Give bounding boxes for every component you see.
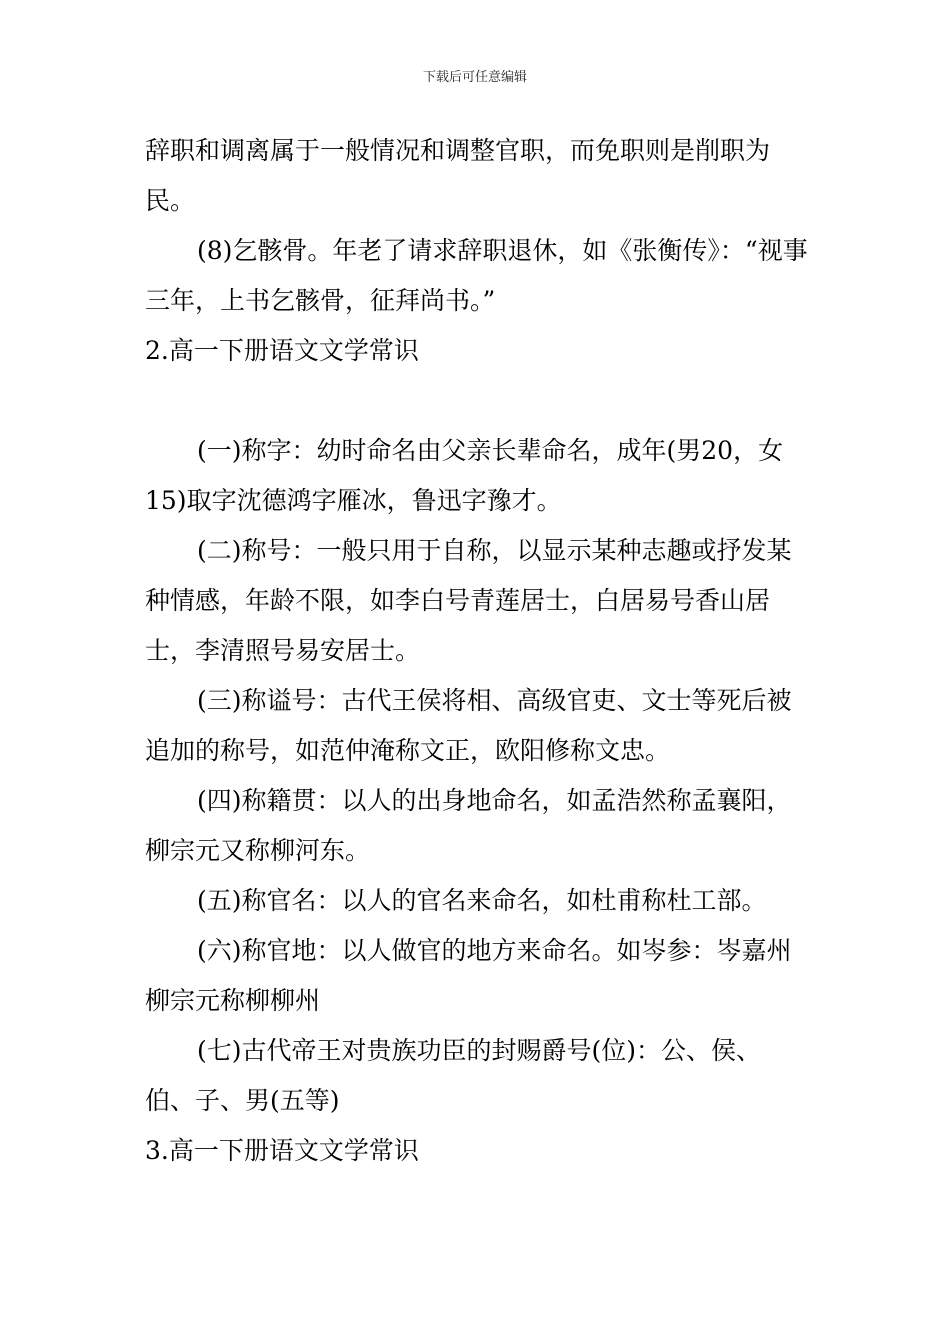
paragraph-8: (六)称官地：以人做官的地方来命名。如岑参：岑嘉州柳宗元称柳柳州 xyxy=(145,936,792,1015)
paragraph-9: (七)古代帝王对贵族功臣的封赐爵号(位)：公、侯、伯、子、男(五等) xyxy=(145,1036,762,1115)
page-header: 下载后可任意编辑 xyxy=(422,70,527,85)
document-body xyxy=(145,126,810,1176)
paragraph-4: (二)称号：一般只用于自称，以显示某种志趣或抒发某种情感，年龄不限，如李白号青莲居士，白居易号香山居士，李清照号易安居士。 xyxy=(145,536,792,665)
section-heading-2: 2.高一下册语文文学常识 xyxy=(145,336,419,365)
blank-line xyxy=(145,376,810,426)
section-heading-3: 3.高一下册语文文学常识 xyxy=(145,1136,419,1165)
paragraph-7: (五)称官名：以人的官名来命名，如杜甫称杜工部。 xyxy=(197,886,767,915)
paragraph-3: (一)称字：幼时命名由父亲长辈命名，成年(男20，女15)取字沈德鸿字雁冰，鲁迅字豫才。 xyxy=(145,436,784,515)
paragraph-2: (8)乞骸骨。年老了请求辞职退休，如《张衡传》：“视事三年，上书乞骸骨，征拜尚书。” xyxy=(145,236,808,315)
paragraph-6: (四)称籍贯：以人的出身地命名，如孟浩然称孟襄阳，柳宗元又称柳河东。 xyxy=(145,786,792,865)
paragraph-5: (三)称谥号：古代王侯将相、高级官吏、文士等死后被追加的称号，如范仲淹称文正，欧阳修称文忠。 xyxy=(145,686,792,765)
paragraph-1: 辞职和调离属于一般情况和调整官职，而免职则是削职为民。 xyxy=(145,136,771,215)
